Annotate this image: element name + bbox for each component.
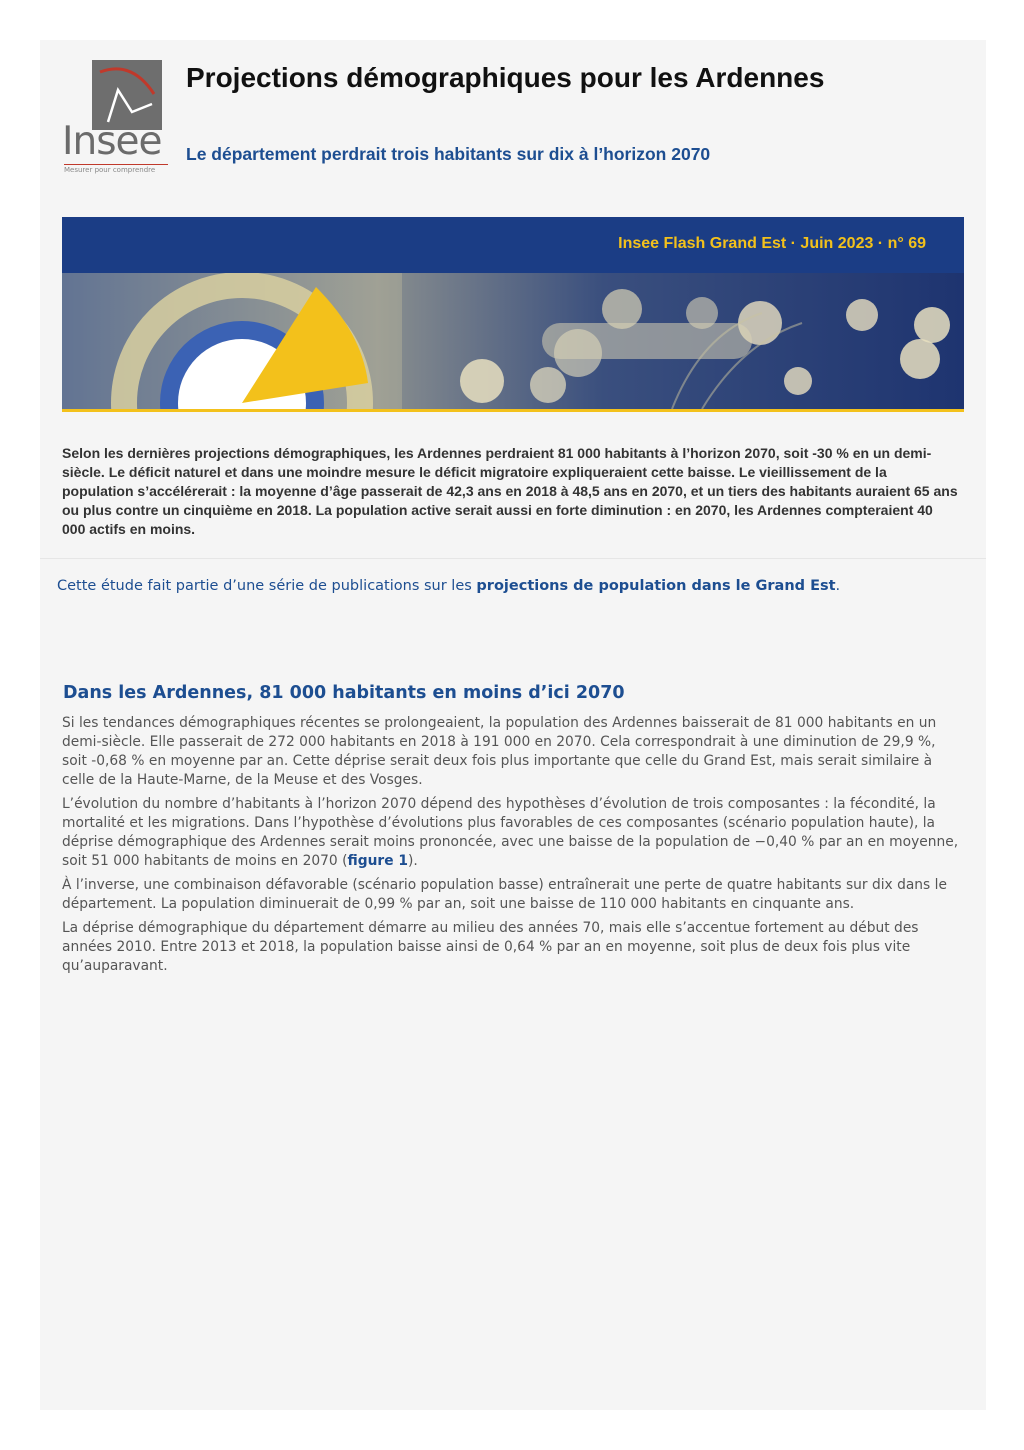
paragraph-3: À l’inverse, une combinaison défavorable (scénario population basse) entraînerait une perte de quatre habitants sur dix dans le département. La population diminuerait de 0,99 % par an, soit une baisse de 110 000 habitants en cinquante ans. — [62, 877, 947, 912]
section-body — [62, 714, 962, 981]
series-link[interactable]: projections de population dans le Grand Est — [476, 578, 836, 594]
series-prefix: Cette étude fait partie d’une série de publications sur les — [57, 578, 477, 594]
page-title: Projections démographiques pour les Ardennes — [186, 62, 825, 93]
page-subtitle: Le département perdrait trois habitants sur dix à l’horizon 2070 — [186, 144, 711, 164]
paragraph-2-text: L’évolution du nombre d’habitants à l’horizon 2070 dépend des hypothèses d’évolution de trois composantes : la fécondité, la mortalité et les migrations. Dans l’hypothèse d’évolutions plus favorables de ces composantes (scénario population haute), la déprise démographique des Ardennes serait moins prononcée, avec une baisse de la population de −0,40 % par an en moyenne, soit 51 000 habitants de moins en 2070 ( — [62, 796, 959, 869]
paragraph-1: Si les tendances démographiques récentes se prolongeaient, la population des Ardennes baisserait de 81 000 habitants en un demi-siècle. Elle passerait de 272 000 habitants en 2018 à 191 000 en 2070. Cela correspondrait à une diminution de 29,9 %, soit -0,68 % en moyenne par an. Cette déprise serait deux fois plus importante que celle du Grand Est, mais serait similaire à celle de la Haute-Marne, de la Meuse et des Vosges. — [62, 715, 937, 788]
series-text — [57, 578, 957, 594]
paragraph-4: La déprise démographique du département démarre au milieu des années 70, mais elle s’accentue fortement au début des années 2010. Entre 2013 et 2018, la population baisse ainsi de 0,64 % par an en moyenne, soit plus de deux fois plus vite qu’auparavant. — [62, 920, 919, 974]
series-suffix: . — [835, 578, 841, 594]
paragraph-2 — [62, 795, 962, 871]
paragraph-2-end: ). — [407, 853, 418, 869]
abstract: Selon les dernières projections démographiques, les Ardennes perdraient 81 000 habitants à l’horizon 2070, soit -30 % en un demi-siècle. Le déficit naturel et dans une moindre mesure le déficit migratoire expliqueraient cette baisse. Le vieillissement de la population s’accélérerait : la moyenne d’âge passerait de 42,3 ans en 2018 à 48,5 ans en 2070, et un tiers des habitants auraient 65 ans ou plus contre un cinquième en 2018. La population active serait aussi en forte diminution : en 2070, les Ardennes compteraient 40 000 actifs en moins. — [62, 445, 958, 537]
logo-tagline: Mesurer pour comprendre — [64, 164, 168, 174]
banner-illustration — [62, 273, 964, 412]
figure-1-link[interactable]: figure 1 — [347, 853, 408, 869]
logo-wordmark: Insee — [62, 119, 162, 164]
publication-banner — [62, 217, 964, 273]
banner-graphic — [62, 273, 964, 409]
series-note — [40, 558, 986, 615]
section-title: Dans les Ardennes, 81 000 habitants en moins d’ici 2070 — [63, 683, 625, 703]
insee-logo[interactable] — [62, 60, 166, 178]
document-page — [40, 40, 986, 1410]
publication-label: Insee Flash Grand Est · Juin 2023 · n° 69 — [618, 235, 926, 252]
